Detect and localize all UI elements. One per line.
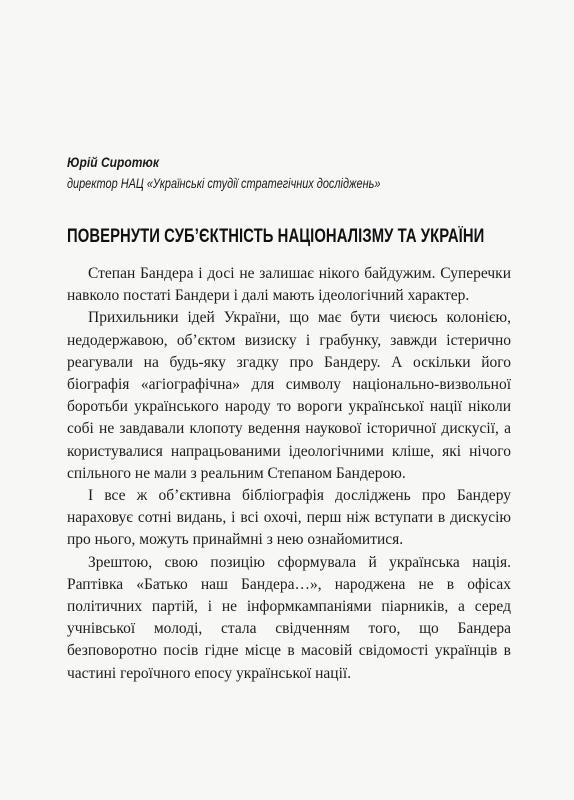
- paragraph: Степан Бандера і досі не залишає нікого байдужим. Суперечки навколо постаті Бандери і далі мають ідеологічний характер.: [67, 265, 511, 305]
- author-role: директор НАЦ «Українські студії стратегічних досліджень»: [67, 175, 381, 191]
- paragraph: І все ж об’єктивна бібліографія досліджень про Бандеру нараховує сотні видань, і всі охочі, перш ніж вступати в дискусію про нього, можуть принаймні з нею ознайомитися.: [67, 487, 511, 549]
- paragraph: Прихильники ідей України, що має бути чиєюсь колонією, недодержавою, об’єктом визиску і грабунку, завжди істерично реагували на будь-яку згадку про Бандеру. А оскільки його біографія «агіографічна» для символу національно-визвольної боротьби українського народу то вороги української нації ніколи собі не завдавали клопоту ведення наукової історичної дискусії, а користувалися напрацьованими ідеологічними кліше, які нічого спільного не мали з реальним Степаном Бандерою.: [67, 309, 511, 482]
- author-name: Юрій Сиротюк: [67, 154, 159, 170]
- paragraph: Зрештою, свою позицію сформувала й українська нація. Раптівка «Батько наш Бандера…», народжена не в офісах політичних партій, і не інформкампаніями піарників, а серед учнівської молоді, стала свідченням того, що Бандера безповоротно посів гідне місце в масовій свідомості українців в частині героїчного епосу української нації.: [67, 553, 511, 682]
- author-block: [67, 153, 469, 195]
- article-title: ПОВЕРНУТИ СУБ’ЄКТНІСТЬ НАЦІОНАЛІЗМУ ТА УКРАЇНИ: [67, 226, 485, 247]
- article-body: [67, 263, 511, 685]
